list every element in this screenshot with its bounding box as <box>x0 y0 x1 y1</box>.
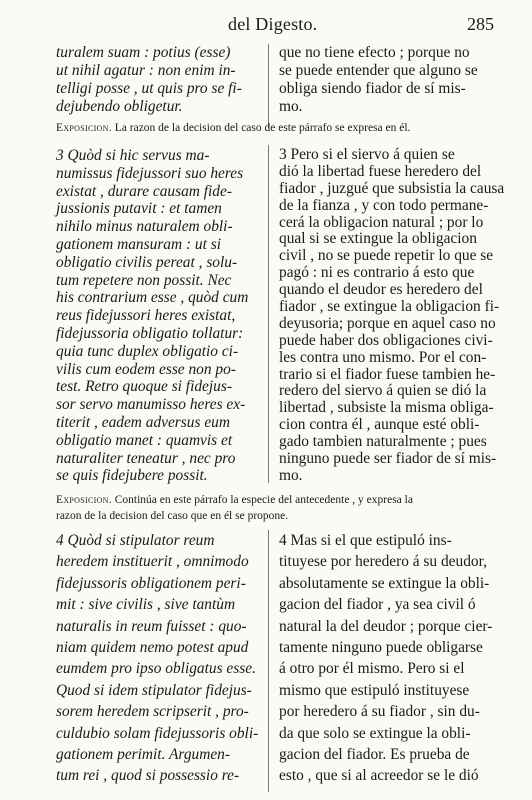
text-line: fiador , juzgué que subsistia la causa <box>279 179 505 197</box>
text-line: heredem instituerit , omnimodo <box>56 553 249 571</box>
text-line: turalem suam : potius (esse) <box>56 44 231 61</box>
text-line: por heredero á su fiador , sin du- <box>279 703 480 721</box>
latin-column <box>56 44 261 116</box>
text-line: dió la libertad fuese heredero del <box>279 162 482 180</box>
text-line: reus fidejussori heres existat, <box>56 307 236 325</box>
text-line: natural la del deudor ; porque cier- <box>279 617 493 635</box>
latin-column <box>56 530 261 787</box>
text-line: quando el deudor es heredero del <box>279 281 483 299</box>
text-line: gationem mansuram : ut si <box>56 235 222 253</box>
text-line: 3 Pero si el siervo á quien se <box>279 146 455 163</box>
exposicion-label: Exposicion. <box>56 122 112 134</box>
text-line: qual si se extingue la obligacion <box>279 230 477 248</box>
exposicion-line <box>56 508 486 524</box>
text-line: mo. <box>279 466 303 484</box>
text-line: cion contra él , aunque esté obli- <box>279 416 480 434</box>
text-line: se quis fidejubere possit. <box>56 467 208 485</box>
text-line: obligatio manet : quamvis et <box>56 431 233 449</box>
text-line: Quod si idem stipulator fidejus- <box>56 681 252 699</box>
text-line: numissus fidejussori suo heres <box>56 164 244 182</box>
text-line: fidejussoria obligatio tollatur: <box>56 324 244 342</box>
exposicion-text: La razon de la decision del caso de este párrafo se expresa en él. <box>114 122 411 134</box>
exposicion-label: Exposicion. <box>56 494 112 506</box>
text-line: gacion del fiador. Es prueba de <box>279 745 470 763</box>
text-line: culdubio solam fidejussoris obli- <box>56 724 259 742</box>
text-line: libertad , subsiste la misma obliga- <box>279 399 494 417</box>
text-line: quia tunc duplex obligatio ci- <box>56 342 239 360</box>
text-line: tituyese por heredero á su deudor, <box>279 553 487 571</box>
text-line: sor servo manumisso heres ex- <box>56 396 246 414</box>
text-line: tum repetere non possit. Nec <box>56 271 232 289</box>
exposicion-note <box>56 120 486 136</box>
text-line: les contra uno mismo. Por el con- <box>279 348 487 366</box>
text-line: vilis cum eodem esse non po- <box>56 360 236 378</box>
text-line: absolutamente se extingue la obli- <box>279 574 490 592</box>
continuation-block <box>0 44 532 128</box>
text-line: gado tambien naturalmente ; pues <box>279 433 487 451</box>
text-line: de la fianza , y con todo permane- <box>279 196 489 214</box>
running-title: del Digesto. <box>228 14 318 34</box>
text-line: tamente ninguno puede obligarse <box>279 638 483 656</box>
text-line: test. Retro quoque si fidejus- <box>56 378 232 396</box>
text-line: 4 Mas si el que estipuló ins- <box>279 532 452 549</box>
text-line: puede haber dos obligaciones civi- <box>279 331 493 349</box>
text-line: his contrarium esse , quòd cum <box>56 289 249 307</box>
spanish-column <box>279 530 493 787</box>
text-line: obliga siendo fiador de sí mis- <box>279 80 466 97</box>
text-line: existat , durare causam fide- <box>56 182 232 200</box>
text-line: naturaliter teneatur , nec pro <box>56 449 236 467</box>
text-line: que no tiene efecto ; porque no <box>279 44 470 61</box>
spanish-column <box>279 44 484 116</box>
text-line: deyusoria; porque en aquel caso no <box>279 314 496 332</box>
text-line: ninguno puede ser fiador de sí mis- <box>279 450 497 468</box>
text-line: dejubendo obligetur. <box>56 98 183 115</box>
text-line: trario si el fiador fuese tambien he- <box>279 365 496 383</box>
text-line: obligatio civilis pereat , solu- <box>56 253 238 271</box>
text-line: pagó : ni es contrario á esto que <box>279 264 475 282</box>
text-line: da que solo se extingue la obli- <box>279 724 471 742</box>
text-line: mo. <box>279 98 303 115</box>
text-line: redero del siervo á quien se dió la <box>279 382 487 400</box>
text-line: 3 Quòd si hic servus ma- <box>56 147 210 164</box>
text-line: sorem heredem scripserit , pro- <box>56 703 249 721</box>
page-number: 285 <box>467 14 494 34</box>
latin-column <box>56 147 261 485</box>
text-line: mit : sive civilis , sive tantùm <box>56 596 236 614</box>
paragraph-4 <box>0 530 532 792</box>
spanish-column <box>279 146 505 485</box>
running-head <box>0 14 532 38</box>
column-separator <box>268 530 269 792</box>
text-line: gacion del fiador , ya sea civil ó <box>279 596 476 614</box>
text-line: titerit , eadem adversus eum <box>56 413 230 431</box>
text-line: gationem perimit. Argumen- <box>56 745 230 763</box>
exposicion-text: Continúa en este párrafo la especie del antecedente , y expresa la <box>114 494 413 506</box>
column-separator <box>268 44 269 128</box>
exposicion-text: razon de la decision del caso que en él se propone. <box>56 510 289 522</box>
text-line: naturalis in reum fuisset : quo- <box>56 617 247 635</box>
text-line: telligi posse , ut quis pro se fi- <box>56 80 242 97</box>
text-line: nihilo minus naturalem obli- <box>56 218 233 236</box>
text-line: cerá la obligacion natural ; por lo <box>279 213 484 231</box>
exposicion-note <box>56 492 486 524</box>
column-separator <box>268 145 269 483</box>
text-line: niam quidem nemo potest apud <box>56 638 249 656</box>
text-line: fiador , se extingue la obligacion fi- <box>279 298 500 316</box>
exposicion-line <box>56 120 486 136</box>
text-line: á otro por él mismo. Pero si el <box>279 660 465 678</box>
text-line: tum rei , quod si possessio re- <box>56 767 240 785</box>
text-line: mismo que estipuló instituyese <box>279 681 470 699</box>
text-line: ut nihil agatur : non enim in- <box>56 62 236 79</box>
paragraph-3 <box>0 145 532 485</box>
text-line: se puede entender que alguno se <box>279 62 478 79</box>
exposicion-line <box>56 492 486 508</box>
text-line: fidejussoris obligationem peri- <box>56 574 246 592</box>
text-line: 4 Quòd si stipulator reum <box>56 532 215 549</box>
text-line: jussionis putavit : et tamen <box>56 200 222 218</box>
text-line: civil , no se puede repetir lo que se <box>279 247 494 265</box>
text-line: eumdem pro ipso obligatus esse. <box>56 660 256 678</box>
text-line: esto , que si al acreedor se le dió <box>279 767 479 785</box>
